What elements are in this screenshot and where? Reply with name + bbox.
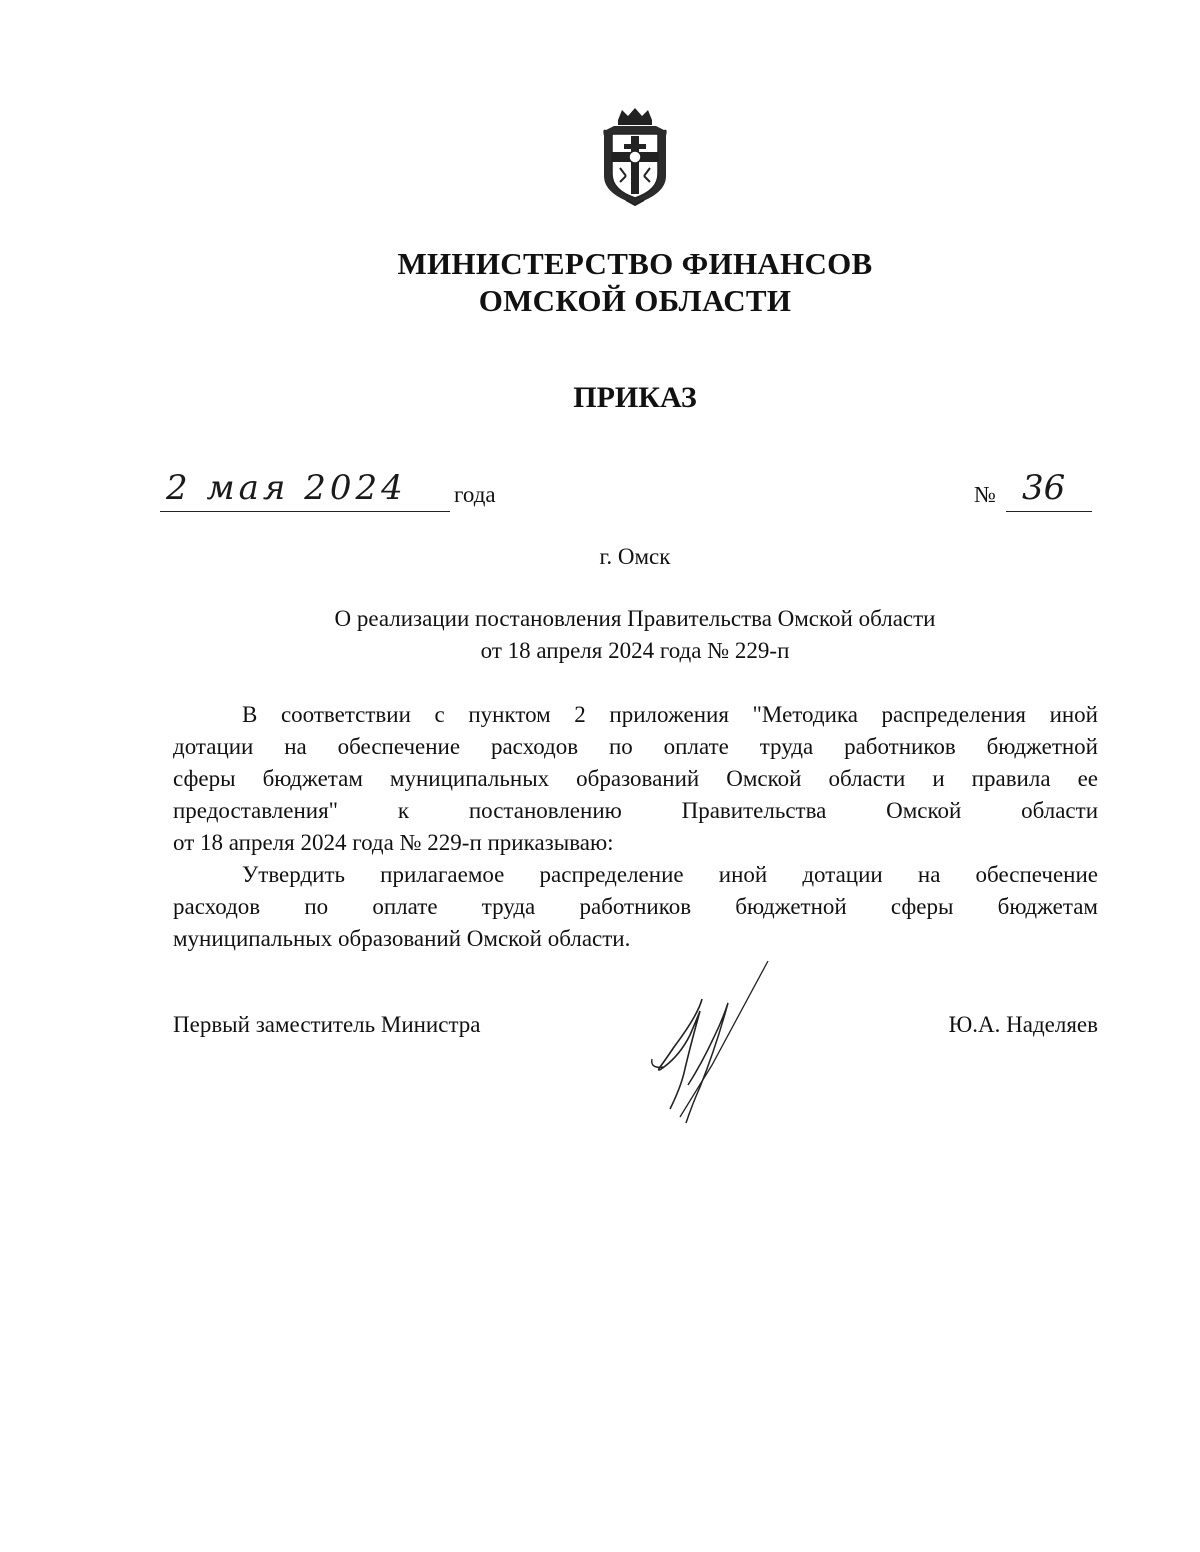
handwritten-date: 2 мая 2024 xyxy=(160,468,450,512)
date-number-row xyxy=(160,468,1100,518)
subject-line2: от 18 апреля 2024 года № 229-п xyxy=(480,638,790,663)
body-paragraph2-line1: Утвердить прилагаемое распределение иной дотации на обеспечение xyxy=(242,862,1098,887)
document-type-title: ПРИКАЗ xyxy=(573,381,697,414)
number-label: № xyxy=(974,482,996,507)
subject-line1: О реализации постановления Правительства Омской области xyxy=(334,606,936,631)
org-name-line2: ОМСКОЙ ОБЛАСТИ xyxy=(478,283,792,318)
org-name-line1: МИНИСТЕРСТВО ФИНАНСОВ xyxy=(397,246,873,281)
body-paragraph2-line2: расходов по оплате труда работников бюджетной сферы бюджетам xyxy=(173,894,1098,919)
signatory-title: Первый заместитель Министра xyxy=(173,1012,481,1037)
body-paragraph1-line5: от 18 апреля 2024 года № 229-п приказываю: xyxy=(173,830,614,855)
body-paragraph1-line1: В соответствии с пунктом 2 приложения "Методика распределения иной xyxy=(242,702,1098,727)
handwritten-number: 36 xyxy=(1006,468,1092,512)
body-paragraph1-line4: предоставления" к постановлению Правительства Омской области xyxy=(173,798,1098,823)
body-paragraph1-line2: дотации на обеспечение расходов по оплате труда работников бюджетной xyxy=(173,734,1098,759)
city-label: г. Омск xyxy=(599,544,671,569)
omsk-coat-of-arms-icon xyxy=(596,106,674,206)
body-paragraph2-line3: муниципальных образований Омской области. xyxy=(173,926,631,951)
signatory-name: Ю.А. Наделяев xyxy=(948,1012,1098,1037)
body-paragraph1-line3: сферы бюджетам муниципальных образований Омской области и правила ее xyxy=(173,766,1098,791)
handwritten-signature-icon xyxy=(640,955,790,1130)
date-suffix-label: года xyxy=(454,482,496,507)
